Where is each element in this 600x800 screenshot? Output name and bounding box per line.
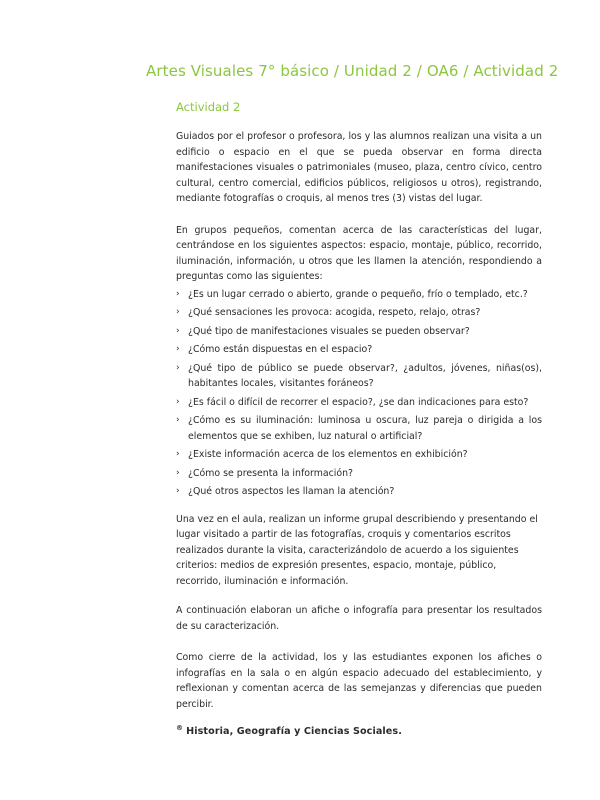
list-item: › ¿Es un lugar cerrado o abierto, grande o pequeño, frío o templado, etc.? <box>176 287 542 303</box>
paragraph-groups: En grupos pequeños, comentan acerca de las características del lugar, centrándose en los siguientes aspectos: espacio, montaje, público, recorrido, iluminación, información, u otros que les llamen la atención, respondiendo a preguntas como las siguientes: <box>176 224 542 282</box>
list-item: › ¿Qué otros aspectos les llaman la atención? <box>176 484 542 500</box>
activity-content <box>176 100 542 737</box>
list-item: › ¿Existe información acerca de los elementos en exhibición? <box>176 447 542 463</box>
chevron-right-icon: › <box>176 288 180 299</box>
activity-subtitle: Actividad 2 <box>176 100 241 114</box>
list-item: › ¿Cómo se presenta la información? <box>176 466 542 482</box>
footnote <box>176 724 542 737</box>
list-item: › ¿Qué tipo de público se puede observar?, ¿adultos, jóvenes, niñas(os), habitantes locales, visitantes foráneos? <box>176 362 542 389</box>
chevron-right-icon: › <box>176 467 180 478</box>
paragraph-poster: A continuación elaboran un afiche o infografía para presentar los resultados de su caracterización. <box>176 605 542 632</box>
chevron-right-icon: › <box>176 449 180 459</box>
chevron-right-icon: › <box>176 325 180 336</box>
chevron-right-icon: › <box>176 344 180 354</box>
footnote-mark: ® <box>176 724 184 732</box>
chevron-right-icon: › <box>176 362 180 373</box>
paragraph-closing: Como cierre de la actividad, los y las estudiantes exponen los afiches o infografías en la sala o en algún espacio adecuado del establecimiento, y reflexionan y comentan acerca de las semejanzas y diferencias que pueden percibir. <box>176 652 542 710</box>
list-item: › ¿Qué tipo de manifestaciones visuales se pueden observar? <box>176 324 542 340</box>
list-item: › ¿Cómo es su iluminación: luminosa u oscura, luz pareja o dirigida a los elementos que se exhiben, luz natural o artificial? <box>176 415 542 442</box>
questions-list <box>176 287 542 500</box>
list-item: › ¿Es fácil o difícil de recorrer el espacio?, ¿se dan indicaciones para esto? <box>176 395 542 411</box>
paragraph-visit: Guiados por el profesor o profesora, los y las alumnos realizan una visita a un edificio o espacio en el que se pueda observar en forma directa manifestaciones visuales o patrimoniales (museo, plaza, centro cívico, centro cultural, centro comercial, edificios públicos, religiosos u otros), registrando, mediante fotografías o croquis, al menos tres (3) vistas del lugar. <box>176 131 542 204</box>
page-header-title: Artes Visuales 7° básico / Unidad 2 / OA6 / Actividad 2 <box>146 62 559 80</box>
list-item: › ¿Qué sensaciones les provoca: acogida, respeto, relajo, otras? <box>176 305 542 321</box>
chevron-right-icon: › <box>176 396 180 407</box>
footnote-text: Historia, Geografía y Ciencias Sociales. <box>186 726 402 738</box>
paragraph-report: Una vez en el aula, realizan un informe grupal describiendo y presentando el lugar visitado a partir de las fotografías, croquis y comentarios escritos realizados durante la visita, caracterizándolo de acuerdo a los siguientes criterios: medios de expresión presentes, espacio, montaje, público, recorrido, iluminación e información. <box>176 513 538 587</box>
chevron-right-icon: › <box>176 307 180 317</box>
chevron-right-icon: › <box>176 415 180 425</box>
list-item: › ¿Cómo están dispuestas en el espacio? <box>176 342 542 358</box>
chevron-right-icon: › <box>176 486 180 496</box>
